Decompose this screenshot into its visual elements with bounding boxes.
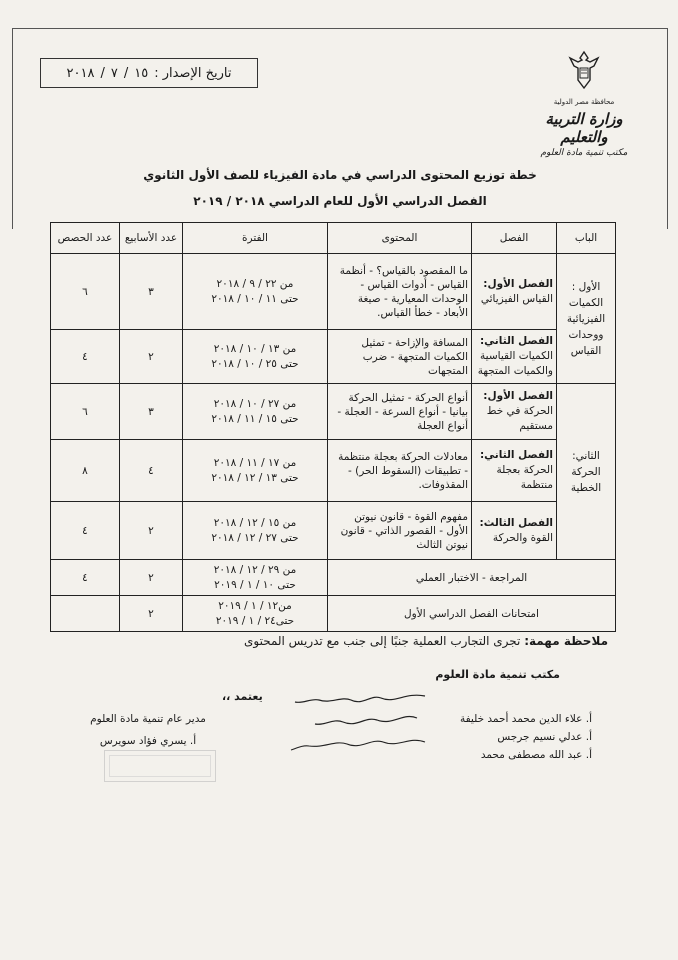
weeks-cell: ٢ bbox=[120, 330, 183, 384]
table-row bbox=[51, 330, 616, 384]
sessions-cell: ٨ bbox=[51, 440, 120, 502]
exams-row bbox=[51, 596, 616, 632]
table-row bbox=[51, 254, 616, 330]
fasl-cell: الفصل الأول: الحركة في خط مستقيم bbox=[472, 384, 557, 440]
weeks-cell: ٣ bbox=[120, 254, 183, 330]
issue-day: ١٥ bbox=[134, 65, 149, 81]
ministry-logo bbox=[524, 48, 644, 158]
content-cell: مفهوم القوة - قانون نيوتن الأول - القصور الذاتي - قانون نيوتن الثالث bbox=[328, 502, 472, 560]
member-name: أ. علاء الدين محمد أحمد خليفة bbox=[459, 713, 592, 725]
handwritten-signatures bbox=[285, 690, 435, 760]
content-cell: المسافة والإزاحة - تمثيل الكميات المتجهة - ضرب المتجهات bbox=[328, 330, 472, 384]
government-text: محافظة مصر الدولية bbox=[553, 98, 615, 106]
header-content: المحتوى bbox=[328, 223, 472, 254]
period-cell: من١٢ / ١ / ٢٠١٩ حتى٢٤ / ١ / ٢٠١٩ bbox=[183, 596, 328, 632]
fasl-cell: الفصل الثاني: الحركة بعجلة منتظمة bbox=[472, 440, 557, 502]
sessions-cell bbox=[51, 596, 120, 632]
period-cell: من ٢٢ / ٩ / ٢٠١٨ حتى ١١ / ١٠ / ٢٠١٨ bbox=[183, 254, 328, 330]
review-row bbox=[51, 560, 616, 596]
weeks-cell: ٤ bbox=[120, 440, 183, 502]
period-cell: من ١٥ / ١٢ / ٢٠١٨ حتى ٢٧ / ١٢ / ٢٠١٨ bbox=[183, 502, 328, 560]
members-list bbox=[432, 710, 592, 764]
exams-content: امتحانات الفصل الدراسي الأول bbox=[328, 596, 616, 632]
member-name: أ. عدلي نسيم جرجس bbox=[497, 731, 592, 743]
period-cell: من ١٧ / ١١ / ٢٠١٨ حتى ١٣ / ١٢ / ٢٠١٨ bbox=[183, 440, 328, 502]
table-row bbox=[51, 440, 616, 502]
office-name: مكتب تنمية مادة العلوم bbox=[540, 148, 628, 158]
important-note bbox=[48, 634, 608, 648]
period-cell: من ٢٩ / ١٢ / ٢٠١٨ حتى ١٠ / ١ / ٢٠١٩ bbox=[183, 560, 328, 596]
weeks-cell: ٢ bbox=[120, 502, 183, 560]
member-name: أ. عبد الله مصطفى محمد bbox=[480, 749, 592, 761]
note-label: ملاحظة مهمة: bbox=[524, 634, 608, 648]
bab-cell: الثاني: الحركة الخطية bbox=[557, 384, 616, 560]
header-bab: الباب bbox=[557, 223, 616, 254]
period-cell: من ٢٧ / ١٠ / ٢٠١٨ حتى ١٥ / ١١ / ٢٠١٨ bbox=[183, 384, 328, 440]
bab-cell: الأول : الكميات الفيزيائية ووحدات القياس bbox=[557, 254, 616, 384]
ministry-name: وزارة التربية والتعليم bbox=[545, 110, 623, 146]
sessions-cell: ٤ bbox=[51, 330, 120, 384]
sessions-cell: ٦ bbox=[51, 384, 120, 440]
weeks-cell: ٣ bbox=[120, 384, 183, 440]
director-name: أ. يسري فؤاد سويرس bbox=[99, 735, 197, 747]
faded-stamp bbox=[104, 750, 216, 782]
fasl-cell: الفصل الثاني: الكميات القياسية والكميات المتجهة bbox=[472, 330, 557, 384]
issue-date-box: تاريخ الإصدار : ١٥ / ٧ / ٢٠١٨ bbox=[40, 58, 258, 88]
sessions-cell: ٦ bbox=[51, 254, 120, 330]
content-cell: أنواع الحركة - تمثيل الحركة بيانيا - أنواع السرعة - العجلة - أنواع العجلة bbox=[328, 384, 472, 440]
header-weeks: عدد الأسابيع bbox=[120, 223, 183, 254]
director-block bbox=[78, 708, 218, 752]
distribution-table bbox=[50, 222, 616, 632]
document-subtitle: الفصل الدراسي الأول للعام الدراسي ٢٠١٨ / ٢٠١٩ bbox=[193, 194, 487, 208]
approved-label: يعتمد ،، bbox=[222, 690, 263, 703]
period-cell: من ١٣ / ١٠ / ٢٠١٨ حتى ٢٥ / ١٠ / ٢٠١٨ bbox=[183, 330, 328, 384]
review-content: المراجعة - الاختبار العملي bbox=[328, 560, 616, 596]
issue-year: ٢٠١٨ bbox=[66, 65, 95, 81]
director-title: مدير عام تنمية مادة العلوم bbox=[90, 713, 206, 725]
note-text: تجرى التجارب العملية جنبًا إلى جنب مع تدريس المحتوى bbox=[243, 634, 521, 648]
weeks-cell: ٢ bbox=[120, 560, 183, 596]
sessions-cell: ٤ bbox=[51, 502, 120, 560]
header-period: الفترة bbox=[183, 223, 328, 254]
header-sessions: عدد الحصص bbox=[51, 223, 120, 254]
office-title: مكتب تنمية مادة العلوم bbox=[435, 668, 560, 681]
sessions-cell: ٤ bbox=[51, 560, 120, 596]
issue-month: ٧ bbox=[110, 65, 118, 81]
table-row bbox=[51, 502, 616, 560]
fasl-cell: الفصل الأول: القياس الفيزيائي bbox=[472, 254, 557, 330]
weeks-cell: ٢ bbox=[120, 596, 183, 632]
header-fasl: الفصل bbox=[472, 223, 557, 254]
issue-date-label: تاريخ الإصدار : bbox=[154, 65, 232, 81]
content-cell: معادلات الحركة بعجلة منتظمة - تطبيقات (السقوط الحر) - المقذوفات. bbox=[328, 440, 472, 502]
document-title: خطة توزيع المحتوى الدراسي في مادة الفيزياء للصف الأول الثانوي bbox=[143, 168, 537, 182]
table-row bbox=[51, 384, 616, 440]
eagle-emblem-icon bbox=[564, 48, 604, 92]
content-cell: ما المقصود بالقياس؟ - أنظمة القياس - أدوات القياس - الوحدات المعيارية - صيغة الأبعاد - خطأ القياس. bbox=[328, 254, 472, 330]
fasl-cell: الفصل الثالث: القوة والحركة bbox=[472, 502, 557, 560]
table-header-row bbox=[51, 223, 616, 254]
